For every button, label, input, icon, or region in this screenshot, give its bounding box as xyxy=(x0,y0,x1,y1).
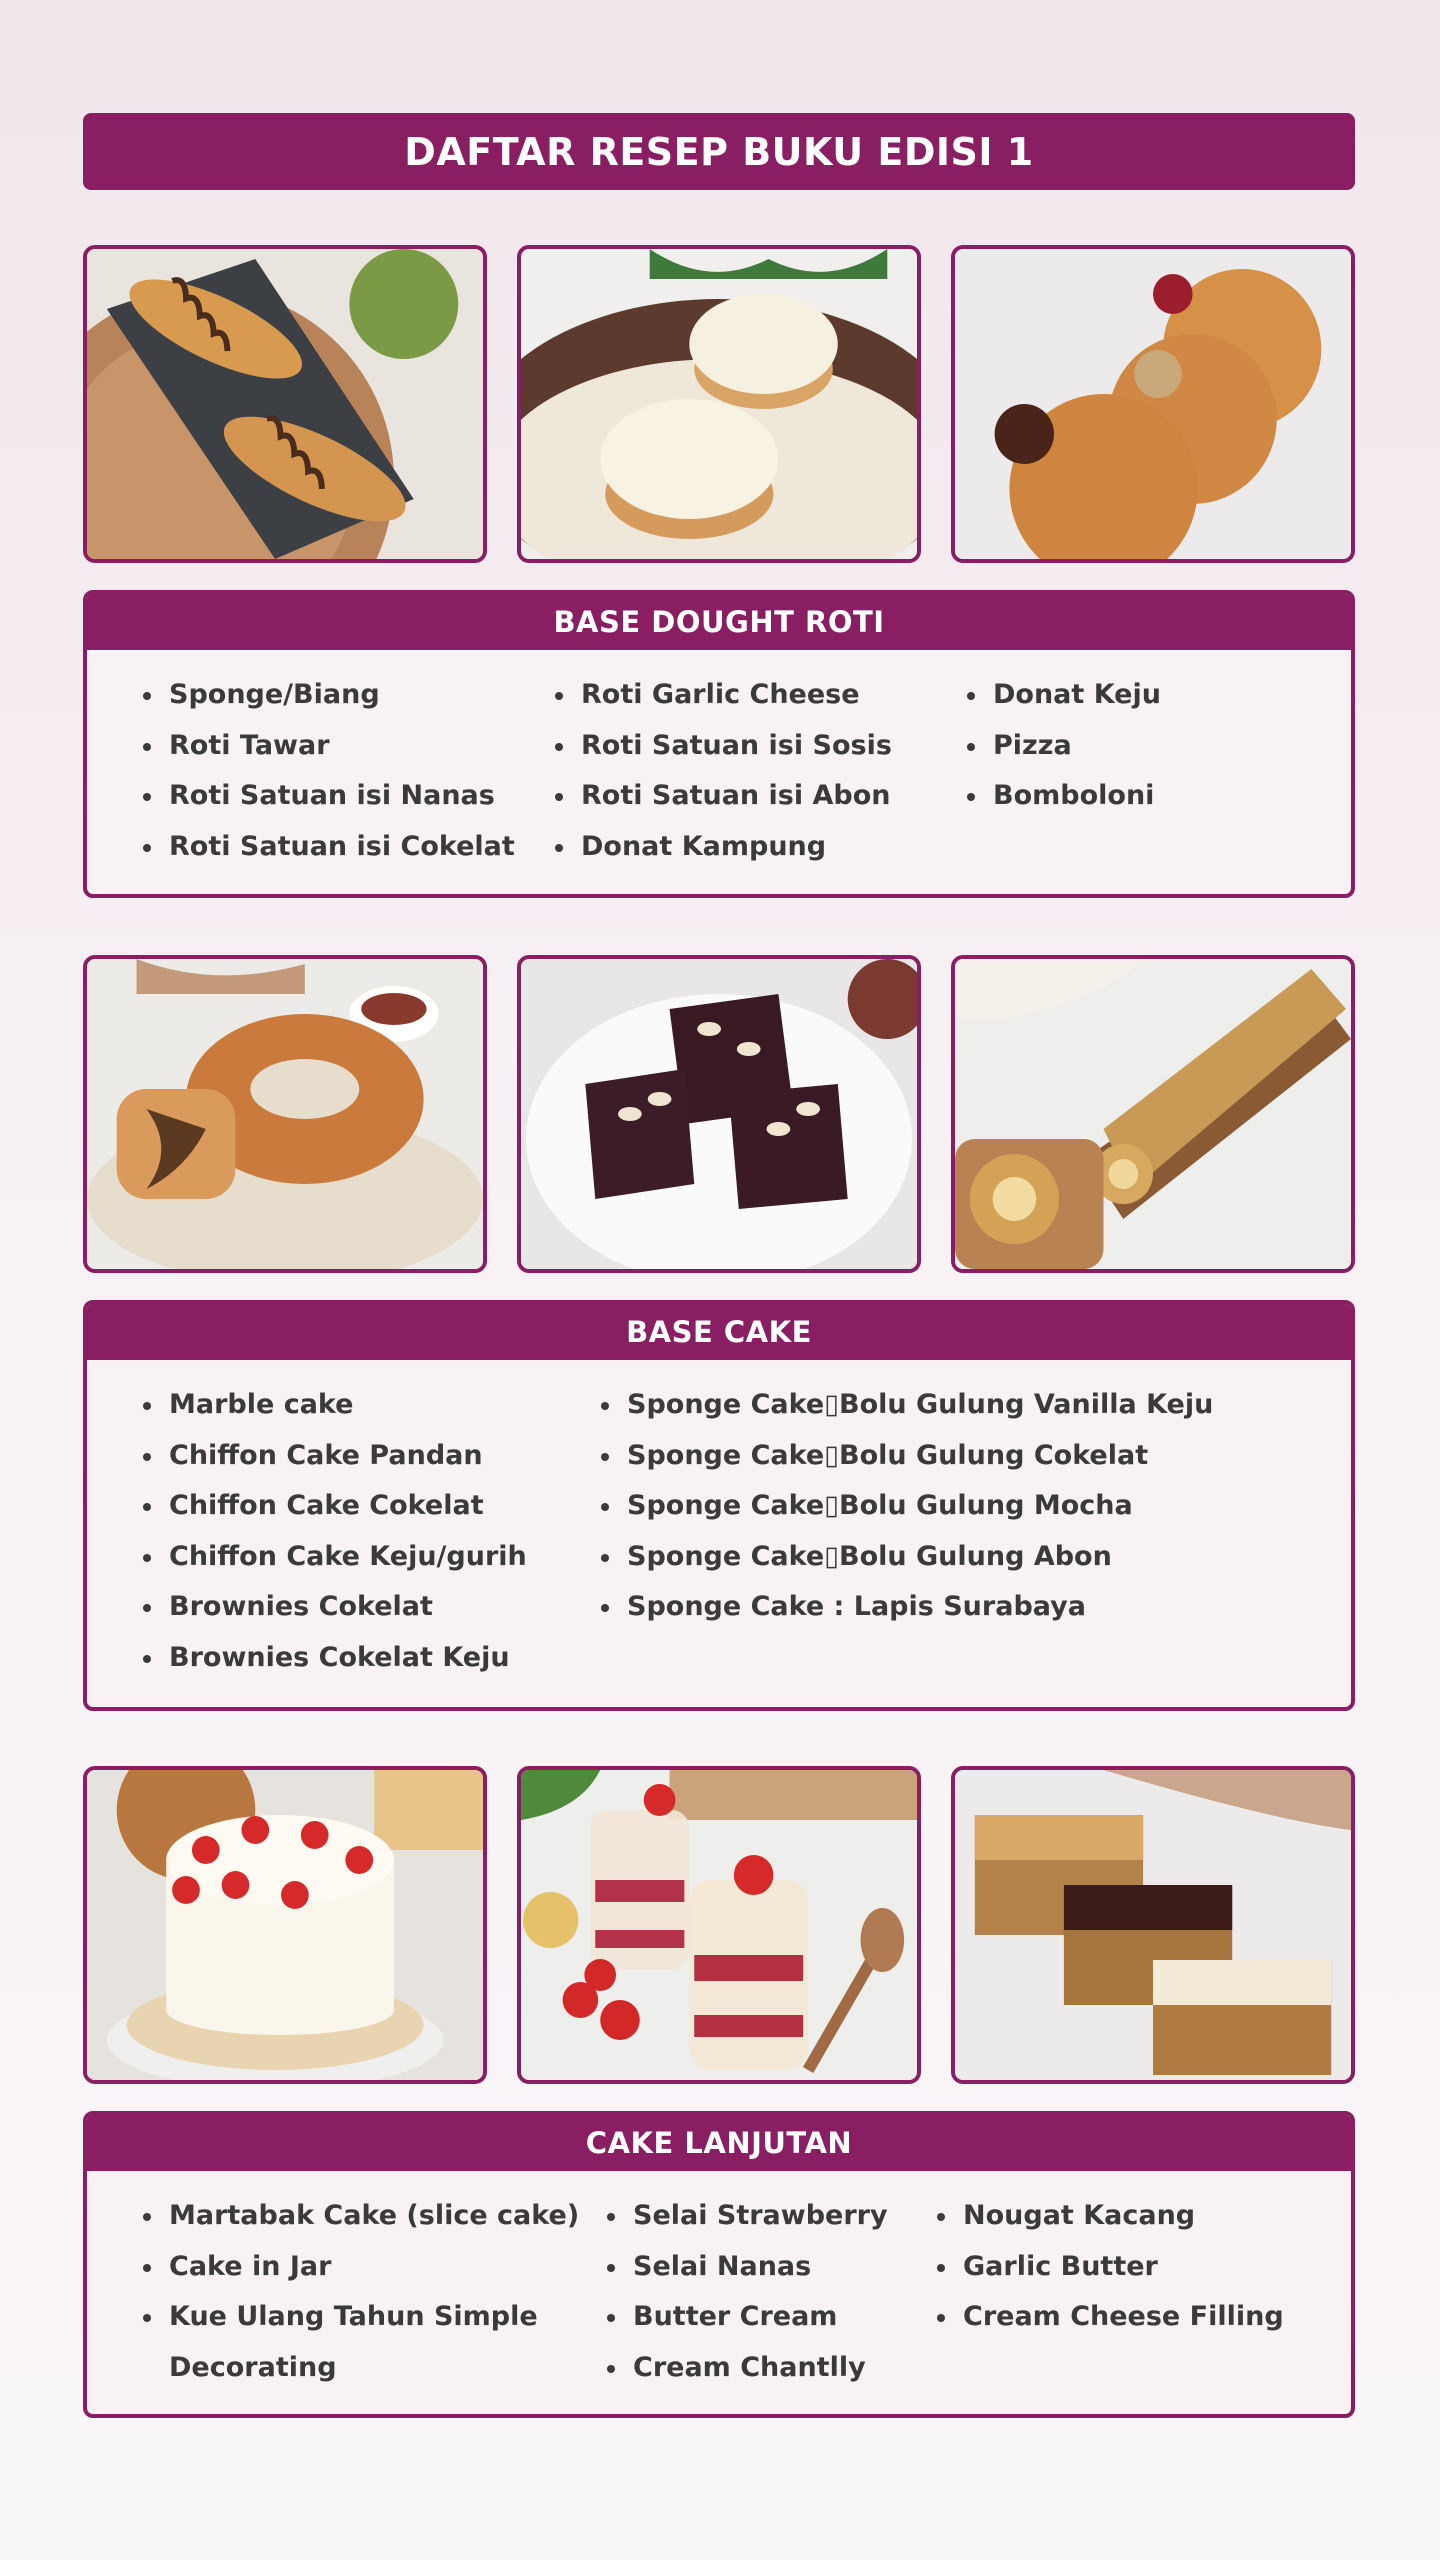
recipe-item: Sponge Cake▯Bolu Gulung Abon xyxy=(597,1532,1297,1583)
recipe-item: Donat Keju xyxy=(963,670,1343,721)
recipe-item: Sponge Cake▯Bolu Gulung Vanilla Keju xyxy=(597,1380,1297,1431)
birthday-cake-photo xyxy=(83,1766,487,2084)
recipe-item: Sponge Cake : Lapis Surabaya xyxy=(597,1582,1297,1633)
recipe-column xyxy=(933,2191,1333,2393)
cheese-bun-photo xyxy=(517,245,921,563)
recipe-item-continued: Decorating xyxy=(169,2351,337,2383)
recipe-item: Martabak Cake (slice cake) xyxy=(139,2191,603,2242)
sausage-bread-photo xyxy=(83,245,487,563)
recipe-column xyxy=(139,670,551,872)
section-heading: CAKE LANJUTAN xyxy=(87,2115,1351,2171)
recipe-item: Roti Satuan isi Nanas xyxy=(139,771,551,822)
photo-row-3 xyxy=(83,1766,1355,2084)
recipe-item: Roti Tawar xyxy=(139,721,551,772)
recipe-item: Brownies Cokelat xyxy=(139,1582,597,1633)
recipe-item: Roti Satuan isi Abon xyxy=(551,771,963,822)
cake-in-jar-photo xyxy=(517,1766,921,2084)
recipe-item: Sponge/Biang xyxy=(139,670,551,721)
photo-row-1 xyxy=(83,245,1355,563)
recipe-column xyxy=(139,1380,597,1683)
photo-row-2 xyxy=(83,955,1355,1273)
recipe-item: Nougat Kacang xyxy=(933,2191,1333,2242)
page-title: DAFTAR RESEP BUKU EDISI 1 xyxy=(83,113,1355,190)
roll-cake-photo xyxy=(951,955,1355,1273)
recipe-item: Selai Strawberry xyxy=(603,2191,933,2242)
recipe-item: Roti Satuan isi Cokelat xyxy=(139,822,551,873)
recipe-column xyxy=(139,2191,603,2393)
section-base-dough-roti xyxy=(83,590,1355,898)
donut-photo xyxy=(951,245,1355,563)
recipe-item: Butter Cream xyxy=(603,2292,933,2343)
recipe-column xyxy=(963,670,1343,872)
recipe-item: Marble cake xyxy=(139,1380,597,1431)
section-cake-lanjutan xyxy=(83,2111,1355,2418)
layer-cake-photo xyxy=(951,1766,1355,2084)
section-base-cake xyxy=(83,1300,1355,1711)
recipe-item: Cream Cheese Filling xyxy=(933,2292,1333,2343)
recipe-item: Selai Nanas xyxy=(603,2242,933,2293)
recipe-item: Chiffon Cake Keju/gurih xyxy=(139,1532,597,1583)
recipe-item: Sponge Cake▯Bolu Gulung Cokelat xyxy=(597,1431,1297,1482)
recipe-item: Cream Chantlly xyxy=(603,2343,933,2394)
recipe-item: Chiffon Cake Pandan xyxy=(139,1431,597,1482)
recipe-item: Chiffon Cake Cokelat xyxy=(139,1481,597,1532)
recipe-column xyxy=(603,2191,933,2393)
recipe-item: Bomboloni xyxy=(963,771,1343,822)
recipe-item: Roti Garlic Cheese xyxy=(551,670,963,721)
recipe-item: Garlic Butter xyxy=(933,2242,1333,2293)
section-heading: BASE CAKE xyxy=(87,1304,1351,1360)
recipe-column xyxy=(551,670,963,872)
marble-cake-photo xyxy=(83,955,487,1273)
recipe-item: Roti Satuan isi Sosis xyxy=(551,721,963,772)
recipe-item: Cake in Jar xyxy=(139,2242,603,2293)
recipe-item: Sponge Cake▯Bolu Gulung Mocha xyxy=(597,1481,1297,1532)
recipe-item: Brownies Cokelat Keju xyxy=(139,1633,597,1684)
recipe-column xyxy=(597,1380,1297,1683)
recipe-item: Kue Ulang Tahun Simple xyxy=(139,2292,603,2343)
section-heading: BASE DOUGHT ROTI xyxy=(87,594,1351,650)
recipe-item: Donat Kampung xyxy=(551,822,963,873)
recipe-item: Pizza xyxy=(963,721,1343,772)
brownies-photo xyxy=(517,955,921,1273)
